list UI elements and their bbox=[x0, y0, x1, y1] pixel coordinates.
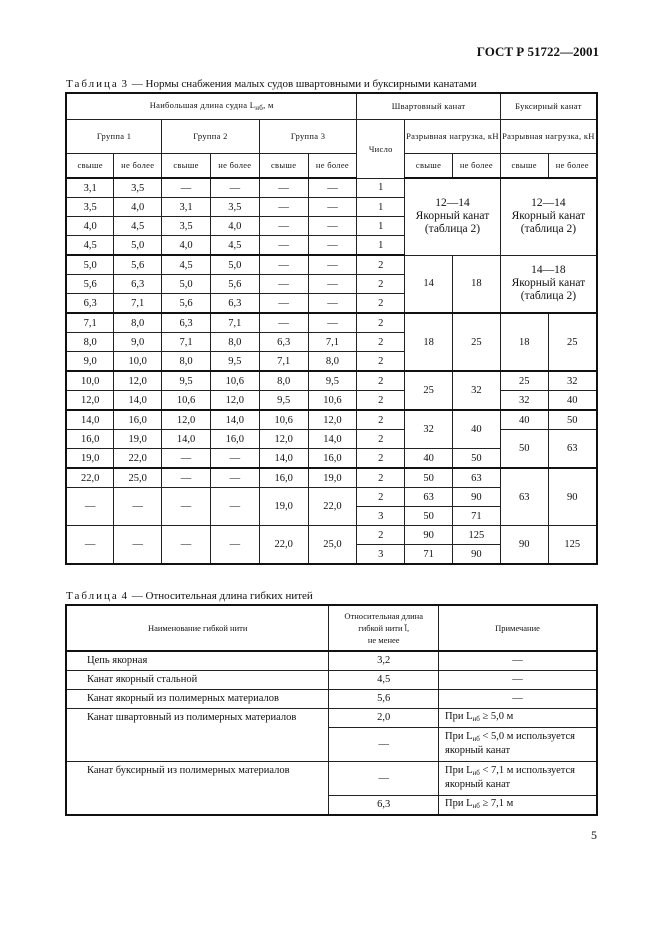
table-cell: 5,6 bbox=[66, 275, 114, 294]
table-cell: Канат буксирный из полимерных материалов bbox=[66, 761, 329, 815]
table-cell: 9,5 bbox=[210, 352, 259, 372]
table-cell: 5,6 bbox=[162, 294, 211, 314]
table-cell: 2 bbox=[357, 371, 405, 391]
table-row bbox=[66, 313, 597, 333]
table-cell: 10,6 bbox=[308, 391, 357, 411]
table-cell: 18 bbox=[452, 255, 500, 313]
table-cell: 2 bbox=[357, 449, 405, 469]
note-header: Примечание bbox=[439, 605, 597, 651]
mooring-header: Швартовный канат bbox=[357, 93, 500, 119]
table-cell: 8,0 bbox=[66, 333, 114, 352]
table-cell: 50 bbox=[405, 507, 453, 526]
g2-max-header: не более bbox=[210, 153, 259, 178]
group2-header: Группа 2 bbox=[162, 119, 260, 153]
table-cell: 50 bbox=[500, 430, 548, 469]
table3-caption-label: Таблица bbox=[66, 78, 119, 90]
table-cell: 4,5 bbox=[66, 236, 114, 256]
towing-over-header: свыше bbox=[500, 153, 548, 178]
table-cell: 3,1 bbox=[162, 198, 211, 217]
table-cell: 40 bbox=[452, 410, 500, 449]
table-cell: 4,0 bbox=[210, 217, 259, 236]
table-cell: 6,3 bbox=[66, 294, 114, 314]
relative-length-header: Относительная длина гибкой нити l̄, не менее bbox=[329, 605, 439, 651]
table-cell: 5,0 bbox=[66, 255, 114, 275]
table-cell: 10,0 bbox=[114, 352, 162, 372]
table-cell: 14 bbox=[405, 255, 453, 313]
table-cell: 22,0 bbox=[308, 488, 357, 526]
table-cell: 5,6 bbox=[329, 689, 439, 708]
table-cell: — bbox=[308, 294, 357, 314]
table-cell: 2 bbox=[357, 526, 405, 545]
table-cell: — bbox=[259, 217, 308, 236]
table-cell: 125 bbox=[452, 526, 500, 545]
table-cell: 2 bbox=[357, 275, 405, 294]
table-cell: 18 bbox=[405, 313, 453, 371]
table-cell: 32 bbox=[405, 410, 453, 449]
table-cell: 5,0 bbox=[162, 275, 211, 294]
table4 bbox=[65, 604, 598, 816]
table-row bbox=[66, 526, 597, 545]
table-cell: 6,3 bbox=[259, 333, 308, 352]
table-cell: — bbox=[66, 526, 114, 565]
table-cell: 71 bbox=[452, 507, 500, 526]
table-cell: 40 bbox=[548, 391, 597, 411]
table4-caption bbox=[66, 590, 313, 602]
table-cell: — bbox=[259, 178, 308, 198]
table-row bbox=[66, 255, 597, 275]
table-cell: 32 bbox=[452, 371, 500, 410]
table-cell: — bbox=[259, 236, 308, 256]
table-cell: 4,0 bbox=[66, 217, 114, 236]
table-cell: — bbox=[259, 294, 308, 314]
table-cell: 4,5 bbox=[162, 255, 211, 275]
table-cell: 2 bbox=[357, 313, 405, 333]
table-cell: 12,0 bbox=[114, 371, 162, 391]
table-cell: При $L_{нб} < 5,0$ м используется якорный канат bbox=[439, 727, 597, 761]
table-cell: 12,0 bbox=[308, 410, 357, 430]
table-cell: — bbox=[162, 178, 211, 198]
table-cell: 90 bbox=[452, 488, 500, 507]
max-length-header: Наибольшая длина судна $L_{нб}$, м bbox=[66, 93, 357, 119]
table-cell: 6,3 bbox=[210, 294, 259, 314]
table-cell: 9,0 bbox=[66, 352, 114, 372]
table-cell: — bbox=[210, 178, 259, 198]
towing-anchor-rope-2: 14—18 Якорный канат (таблица 2) bbox=[500, 255, 597, 313]
table-cell: 50 bbox=[405, 468, 453, 488]
table-cell: 63 bbox=[548, 430, 597, 469]
table-cell: 2 bbox=[357, 333, 405, 352]
table-cell: 63 bbox=[452, 468, 500, 488]
table-cell: 10,6 bbox=[162, 391, 211, 411]
table-cell: 16,0 bbox=[210, 430, 259, 449]
table-cell: — bbox=[259, 255, 308, 275]
table-cell: — bbox=[329, 727, 439, 761]
table-cell: При $L_{нб} \ge 7,1$ м bbox=[439, 795, 597, 815]
table-cell: — bbox=[308, 236, 357, 256]
table-cell: 3,5 bbox=[210, 198, 259, 217]
table-row bbox=[66, 468, 597, 488]
table-cell: 14,0 bbox=[114, 391, 162, 411]
table-cell: 16,0 bbox=[259, 468, 308, 488]
table-cell: 16,0 bbox=[308, 449, 357, 469]
table-cell: — bbox=[162, 468, 211, 488]
table-cell: — bbox=[439, 651, 597, 670]
table-cell: 71 bbox=[405, 545, 453, 565]
table-cell: 3,2 bbox=[329, 651, 439, 670]
table-row bbox=[66, 670, 597, 689]
table-cell: 2 bbox=[357, 391, 405, 411]
table-cell: 50 bbox=[452, 449, 500, 469]
table-cell: 63 bbox=[405, 488, 453, 507]
towing-header: Буксирный канат bbox=[500, 93, 597, 119]
table-cell: 14,0 bbox=[66, 410, 114, 430]
table-cell: — bbox=[162, 526, 211, 565]
table-cell: 19,0 bbox=[259, 488, 308, 526]
table-cell: — bbox=[439, 670, 597, 689]
g3-max-header: не более bbox=[308, 153, 357, 178]
table-cell: 8,0 bbox=[210, 333, 259, 352]
table-cell: 4,5 bbox=[329, 670, 439, 689]
towing-max-header: не более bbox=[548, 153, 597, 178]
table-row bbox=[66, 761, 597, 795]
table-cell: 9,5 bbox=[259, 391, 308, 411]
table-cell: 3 bbox=[357, 545, 405, 565]
table-cell: — bbox=[210, 468, 259, 488]
table-cell: 6,3 bbox=[162, 313, 211, 333]
table-cell: — bbox=[210, 488, 259, 526]
table-cell: При $L_{нб} \ge 5,0$ м bbox=[439, 708, 597, 727]
table-cell: — bbox=[66, 488, 114, 526]
table-cell: 14,0 bbox=[162, 430, 211, 449]
table-cell: 14,0 bbox=[259, 449, 308, 469]
table-cell: 1 bbox=[357, 198, 405, 217]
table-cell: 3,1 bbox=[66, 178, 114, 198]
table-cell: Канат якорный из полимерных материалов bbox=[66, 689, 329, 708]
table-cell: 2 bbox=[357, 488, 405, 507]
table-cell: 2 bbox=[357, 430, 405, 449]
table-cell: 25,0 bbox=[308, 526, 357, 565]
table-cell: 32 bbox=[500, 391, 548, 411]
table-cell: 3 bbox=[357, 507, 405, 526]
table-cell: Канат швартовный из полимерных материалов bbox=[66, 708, 329, 761]
table-cell: 14,0 bbox=[210, 410, 259, 430]
g1-over-header: свыше bbox=[66, 153, 114, 178]
table-cell: 19,0 bbox=[308, 468, 357, 488]
table-cell: 10,6 bbox=[210, 371, 259, 391]
count-header: Число bbox=[357, 119, 405, 178]
table-cell: 40 bbox=[500, 410, 548, 430]
table-cell: 12,0 bbox=[210, 391, 259, 411]
table-cell: — bbox=[259, 275, 308, 294]
table-cell: — bbox=[308, 217, 357, 236]
mooring-anchor-rope-1: 12—14 Якорный канат (таблица 2) bbox=[405, 178, 501, 255]
g1-max-header: не более bbox=[114, 153, 162, 178]
table-cell: 5,0 bbox=[114, 236, 162, 256]
table-cell: 12,0 bbox=[259, 430, 308, 449]
table-cell: 8,0 bbox=[308, 352, 357, 372]
table-cell: 25,0 bbox=[114, 468, 162, 488]
table-cell: 5,6 bbox=[114, 255, 162, 275]
table-cell: — bbox=[308, 178, 357, 198]
table4-caption-text: — Относительная длина гибких нитей bbox=[131, 590, 313, 602]
table3-caption-text: — Нормы снабжения малых судов швартовными и буксирными канатами bbox=[131, 78, 477, 90]
group1-header: Группа 1 bbox=[66, 119, 162, 153]
breaking-load-towing-header: Разрывная нагрузка, кН bbox=[500, 119, 597, 153]
table-cell: 90 bbox=[500, 526, 548, 565]
table-cell: — bbox=[162, 488, 211, 526]
table-cell: — bbox=[329, 761, 439, 795]
table-cell: 25 bbox=[452, 313, 500, 371]
table-cell: 25 bbox=[405, 371, 453, 410]
table-cell: 7,1 bbox=[308, 333, 357, 352]
table-cell: 5,0 bbox=[210, 255, 259, 275]
table-cell: — bbox=[308, 313, 357, 333]
table-row bbox=[66, 651, 597, 670]
table-cell: 7,1 bbox=[66, 313, 114, 333]
group3-header: Группа 3 bbox=[259, 119, 357, 153]
table-row bbox=[66, 391, 597, 411]
g3-over-header: свыше bbox=[259, 153, 308, 178]
table-cell: 7,1 bbox=[114, 294, 162, 314]
table-cell: — bbox=[162, 449, 211, 469]
table-row bbox=[66, 430, 597, 449]
table-cell: 8,0 bbox=[162, 352, 211, 372]
page-number: 5 bbox=[591, 828, 597, 842]
table-cell: 5,6 bbox=[210, 275, 259, 294]
towing-anchor-rope-1: 12—14 Якорный канат (таблица 2) bbox=[500, 178, 597, 255]
table-row bbox=[66, 410, 597, 430]
table3-caption bbox=[66, 78, 477, 90]
table-cell: 32 bbox=[548, 371, 597, 391]
table-cell: 25 bbox=[548, 313, 597, 371]
table-cell: 2 bbox=[357, 255, 405, 275]
table-cell: 14,0 bbox=[308, 430, 357, 449]
table4-caption-label: Таблица bbox=[66, 590, 119, 602]
table-row bbox=[66, 689, 597, 708]
table-cell: — bbox=[308, 198, 357, 217]
table-cell: 2 bbox=[357, 352, 405, 372]
table-cell: 12,0 bbox=[162, 410, 211, 430]
table-cell: 2 bbox=[357, 410, 405, 430]
table-cell: 22,0 bbox=[259, 526, 308, 565]
table-cell: 16,0 bbox=[114, 410, 162, 430]
table-cell: 4,5 bbox=[210, 236, 259, 256]
table-cell: 22,0 bbox=[114, 449, 162, 469]
table-cell: — bbox=[210, 449, 259, 469]
table-cell: — bbox=[259, 313, 308, 333]
table-cell: 3,5 bbox=[162, 217, 211, 236]
table-cell: Цепь якорная bbox=[66, 651, 329, 670]
table-cell: — bbox=[439, 689, 597, 708]
table-cell: 25 bbox=[500, 371, 548, 391]
table-cell: — bbox=[308, 275, 357, 294]
mooring-max-header: не более bbox=[452, 153, 500, 178]
table-cell: Канат якорный стальной bbox=[66, 670, 329, 689]
table-cell: 8,0 bbox=[114, 313, 162, 333]
table-cell: 7,1 bbox=[259, 352, 308, 372]
table-cell: 4,5 bbox=[114, 217, 162, 236]
table-cell: 3,5 bbox=[114, 178, 162, 198]
g2-over-header: свыше bbox=[162, 153, 211, 178]
breaking-load-mooring-header: Разрывная нагрузка, кН bbox=[405, 119, 501, 153]
table3 bbox=[65, 92, 598, 565]
table-cell: 63 bbox=[500, 468, 548, 526]
table-cell: 2 bbox=[357, 294, 405, 314]
table-cell: 90 bbox=[405, 526, 453, 545]
table-cell: 1 bbox=[357, 178, 405, 198]
table3-caption-number: 3 bbox=[121, 78, 130, 90]
table-row bbox=[66, 708, 597, 727]
table-cell: 12,0 bbox=[66, 391, 114, 411]
table-cell: 2,0 bbox=[329, 708, 439, 727]
table-cell: 9,0 bbox=[114, 333, 162, 352]
table-cell: 7,1 bbox=[162, 333, 211, 352]
table-cell: 90 bbox=[452, 545, 500, 565]
table-cell: 18 bbox=[500, 313, 548, 371]
document-code: ГОСТ Р 51722—2001 bbox=[476, 44, 599, 59]
mooring-over-header: свыше bbox=[405, 153, 453, 178]
table-cell: 6,3 bbox=[329, 795, 439, 815]
table4-caption-number: 4 bbox=[121, 590, 130, 602]
table-row bbox=[66, 178, 597, 198]
table-cell: 3,5 bbox=[66, 198, 114, 217]
table-cell: 1 bbox=[357, 236, 405, 256]
table-cell: — bbox=[259, 198, 308, 217]
table-cell: 10,6 bbox=[259, 410, 308, 430]
table-cell: — bbox=[114, 488, 162, 526]
table-cell: — bbox=[210, 526, 259, 565]
table-cell: 50 bbox=[548, 410, 597, 430]
table-cell: 10,0 bbox=[66, 371, 114, 391]
table-cell: 9,5 bbox=[308, 371, 357, 391]
table-row bbox=[66, 371, 597, 391]
table-cell: 40 bbox=[405, 449, 453, 469]
thread-name-header: Наименование гибкой нити bbox=[66, 605, 329, 651]
table-cell: 6,3 bbox=[114, 275, 162, 294]
table-cell: 16,0 bbox=[66, 430, 114, 449]
table-cell: — bbox=[308, 255, 357, 275]
table-cell: 4,0 bbox=[162, 236, 211, 256]
table-cell: 125 bbox=[548, 526, 597, 565]
table-cell: 9,5 bbox=[162, 371, 211, 391]
table-cell: 22,0 bbox=[66, 468, 114, 488]
table-cell: 1 bbox=[357, 217, 405, 236]
table-cell: 19,0 bbox=[66, 449, 114, 469]
table-cell: При $L_{нб} < 7,1$ м используется якорный канат bbox=[439, 761, 597, 795]
table-cell: — bbox=[114, 526, 162, 565]
table-cell: 19,0 bbox=[114, 430, 162, 449]
table-cell: 7,1 bbox=[210, 313, 259, 333]
table-cell: 2 bbox=[357, 468, 405, 488]
table-cell: 8,0 bbox=[259, 371, 308, 391]
table-cell: 4,0 bbox=[114, 198, 162, 217]
table-cell: 90 bbox=[548, 468, 597, 526]
